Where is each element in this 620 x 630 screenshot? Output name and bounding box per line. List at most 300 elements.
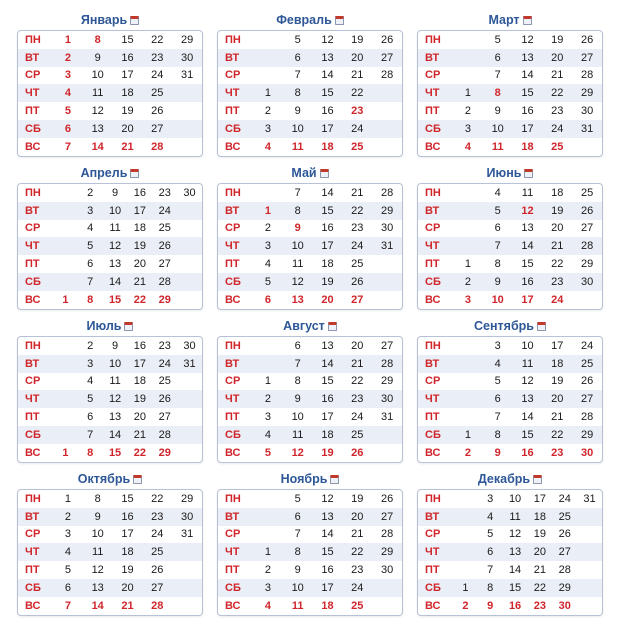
day-cell[interactable]: 14 [91,140,104,153]
calendar-icon[interactable] [330,475,339,484]
day-cell[interactable]: 22 [551,258,564,271]
day-cell[interactable]: 5 [64,564,71,577]
day-cell[interactable]: 21 [533,564,547,577]
day-cell[interactable]: 2 [264,564,271,577]
day-cell[interactable]: 15 [321,375,334,388]
day-cell[interactable]: 24 [351,240,364,253]
day-cell[interactable]: 26 [380,492,394,505]
day-cell[interactable]: 6 [494,393,501,406]
day-cell[interactable]: 30 [380,393,394,406]
day-cell[interactable]: 21 [551,240,564,253]
day-cell[interactable]: 10 [291,581,304,594]
day-cell[interactable]: 25 [158,375,171,388]
day-cell[interactable]: 27 [380,510,394,523]
day-cell[interactable]: 2 [64,510,71,523]
day-cell[interactable]: 16 [321,105,334,118]
day-cell[interactable]: 23 [551,105,564,118]
day-cell[interactable]: 25 [580,186,594,199]
day-cell[interactable]: 3 [487,492,494,505]
day-cell[interactable]: 16 [521,105,534,118]
day-cell[interactable]: 9 [94,51,101,64]
day-cell[interactable]: 15 [321,204,334,217]
day-cell[interactable]: 24 [351,581,364,594]
day-cell[interactable]: 26 [351,446,364,459]
day-cell[interactable]: 28 [151,140,164,153]
day-cell[interactable]: 26 [580,375,594,388]
day-cell[interactable]: 14 [321,69,334,82]
day-cell[interactable]: 12 [521,375,534,388]
day-cell[interactable]: 6 [294,51,301,64]
day-cell[interactable]: 19 [551,204,564,217]
day-cell[interactable]: 11 [521,186,534,199]
day-cell[interactable]: 14 [521,69,534,82]
day-cell[interactable]: 28 [380,69,394,82]
day-cell[interactable]: 22 [351,87,364,100]
day-cell[interactable]: 20 [551,51,564,64]
day-cell[interactable]: 28 [380,528,394,541]
day-cell[interactable]: 21 [121,140,134,153]
day-cell[interactable]: 1 [264,87,271,100]
day-cell[interactable]: 6 [487,546,494,559]
day-cell[interactable]: 29 [380,204,394,217]
day-cell[interactable]: 7 [294,69,301,82]
day-cell[interactable]: 20 [533,546,547,559]
day-cell[interactable]: 30 [180,510,194,523]
day-cell[interactable]: 18 [321,599,334,612]
day-cell[interactable]: 25 [151,546,164,559]
day-cell[interactable]: 26 [151,564,164,577]
day-cell[interactable]: 11 [509,510,521,523]
day-cell[interactable]: 22 [351,546,364,559]
day-cell[interactable]: 13 [321,339,334,352]
day-cell[interactable]: 8 [294,204,301,217]
day-cell[interactable]: 19 [321,446,334,459]
day-cell[interactable]: 31 [580,122,594,135]
day-cell[interactable]: 12 [108,240,122,253]
day-cell[interactable]: 20 [551,222,564,235]
day-cell[interactable]: 16 [133,186,147,199]
day-cell[interactable]: 31 [380,240,394,253]
day-cell[interactable]: 1 [464,87,471,100]
day-cell[interactable]: 26 [158,240,171,253]
day-cell[interactable]: 15 [321,546,334,559]
calendar-icon[interactable] [130,169,139,178]
day-cell[interactable]: 8 [494,258,501,271]
day-cell[interactable]: 18 [321,140,334,153]
day-cell[interactable]: 19 [351,33,364,46]
day-cell[interactable]: 7 [87,428,94,441]
day-cell[interactable]: 17 [121,528,134,541]
day-cell[interactable]: 31 [183,357,196,370]
day-cell[interactable]: 7 [494,411,501,424]
day-cell[interactable]: 23 [158,339,171,352]
day-cell[interactable]: 9 [494,105,501,118]
day-cell[interactable]: 19 [133,240,147,253]
day-cell[interactable]: 6 [494,222,501,235]
day-cell[interactable]: 18 [321,258,334,271]
day-cell[interactable]: 8 [294,546,301,559]
day-cell[interactable]: 31 [583,492,596,505]
day-cell[interactable]: 27 [380,339,394,352]
day-cell[interactable]: 20 [351,510,364,523]
day-cell[interactable]: 27 [580,222,594,235]
day-cell[interactable]: 29 [380,546,394,559]
day-cell[interactable]: 3 [494,339,501,352]
day-cell[interactable]: 2 [464,105,471,118]
day-cell[interactable]: 30 [580,275,594,288]
day-cell[interactable]: 11 [109,222,121,235]
day-cell[interactable]: 3 [464,122,471,135]
day-cell[interactable]: 10 [291,240,304,253]
day-cell[interactable]: 5 [87,393,94,406]
day-cell[interactable]: 16 [521,275,534,288]
day-cell[interactable]: 29 [580,258,594,271]
day-cell[interactable]: 3 [87,357,94,370]
day-cell[interactable]: 3 [87,204,94,217]
day-cell[interactable]: 1 [64,492,71,505]
day-cell[interactable]: 9 [112,186,119,199]
day-cell[interactable]: 11 [91,87,104,100]
day-cell[interactable]: 23 [551,446,564,459]
day-cell[interactable]: 11 [521,357,534,370]
day-cell[interactable]: 7 [87,275,94,288]
day-cell[interactable]: 2 [64,51,71,64]
day-cell[interactable]: 26 [351,275,364,288]
day-cell[interactable]: 14 [521,240,534,253]
day-cell[interactable]: 4 [87,222,94,235]
day-cell[interactable]: 11 [491,140,504,153]
day-cell[interactable]: 7 [294,186,301,199]
day-cell[interactable]: 12 [291,275,304,288]
day-cell[interactable]: 9 [94,510,101,523]
day-cell[interactable]: 23 [151,510,164,523]
day-cell[interactable]: 6 [264,293,271,306]
day-cell[interactable]: 15 [508,581,522,594]
day-cell[interactable]: 14 [508,564,522,577]
day-cell[interactable]: 5 [494,33,501,46]
day-cell[interactable]: 2 [264,105,271,118]
day-cell[interactable]: 19 [133,393,147,406]
day-cell[interactable]: 27 [151,122,164,135]
day-cell[interactable]: 1 [464,258,471,271]
day-cell[interactable]: 29 [158,293,171,306]
day-cell[interactable]: 9 [494,446,501,459]
day-cell[interactable]: 4 [264,140,271,153]
day-cell[interactable]: 10 [91,69,104,82]
day-cell[interactable]: 12 [508,528,522,541]
day-cell[interactable]: 6 [294,339,301,352]
day-cell[interactable]: 10 [291,122,304,135]
day-cell[interactable]: 18 [121,87,134,100]
day-cell[interactable]: 7 [487,564,494,577]
day-cell[interactable]: 21 [351,357,364,370]
day-cell[interactable]: 5 [64,105,71,118]
day-cell[interactable]: 9 [294,105,301,118]
day-cell[interactable]: 4 [494,357,501,370]
day-cell[interactable]: 17 [551,339,564,352]
day-cell[interactable]: 22 [151,33,164,46]
day-cell[interactable]: 22 [151,492,164,505]
day-cell[interactable]: 17 [521,293,534,306]
calendar-icon[interactable] [320,169,329,178]
day-cell[interactable]: 12 [108,393,122,406]
day-cell[interactable]: 21 [551,69,564,82]
day-cell[interactable]: 8 [94,492,101,505]
day-cell[interactable]: 13 [521,222,534,235]
day-cell[interactable]: 3 [264,122,271,135]
day-cell[interactable]: 24 [158,204,171,217]
day-cell[interactable]: 23 [351,105,364,118]
day-cell[interactable]: 15 [121,33,134,46]
day-cell[interactable]: 11 [109,375,121,388]
day-cell[interactable]: 12 [521,204,534,217]
day-cell[interactable]: 29 [580,87,594,100]
day-cell[interactable]: 6 [64,581,71,594]
day-cell[interactable]: 8 [87,293,94,306]
day-cell[interactable]: 18 [551,186,564,199]
day-cell[interactable]: 30 [558,599,571,612]
day-cell[interactable]: 18 [521,140,534,153]
day-cell[interactable]: 9 [487,599,494,612]
day-cell[interactable]: 19 [121,564,134,577]
calendar-icon[interactable] [124,322,133,331]
day-cell[interactable]: 14 [321,528,334,541]
day-cell[interactable]: 22 [133,293,147,306]
day-cell[interactable]: 7 [294,528,301,541]
day-cell[interactable]: 24 [151,69,164,82]
day-cell[interactable]: 21 [551,411,564,424]
day-cell[interactable]: 10 [521,339,534,352]
day-cell[interactable]: 28 [580,240,594,253]
day-cell[interactable]: 31 [180,528,194,541]
day-cell[interactable]: 10 [491,293,504,306]
day-cell[interactable]: 13 [321,51,334,64]
day-cell[interactable]: 10 [108,357,122,370]
day-cell[interactable]: 27 [151,581,164,594]
day-cell[interactable]: 7 [64,599,71,612]
day-cell[interactable]: 23 [551,275,564,288]
day-cell[interactable]: 25 [558,510,571,523]
day-cell[interactable]: 3 [264,411,271,424]
day-cell[interactable]: 24 [558,492,571,505]
day-cell[interactable]: 9 [294,393,301,406]
day-cell[interactable]: 3 [264,240,271,253]
day-cell[interactable]: 5 [294,33,301,46]
day-cell[interactable]: 4 [494,186,501,199]
day-cell[interactable]: 5 [264,275,271,288]
day-cell[interactable]: 22 [351,375,364,388]
day-cell[interactable]: 1 [264,204,271,217]
day-cell[interactable]: 10 [491,122,504,135]
day-cell[interactable]: 25 [580,357,594,370]
day-cell[interactable]: 29 [180,33,194,46]
day-cell[interactable]: 30 [580,446,594,459]
day-cell[interactable]: 2 [462,599,469,612]
day-cell[interactable]: 29 [558,581,571,594]
day-cell[interactable]: 19 [551,375,564,388]
day-cell[interactable]: 20 [133,258,147,271]
day-cell[interactable]: 15 [108,293,122,306]
day-cell[interactable]: 13 [108,258,122,271]
calendar-icon[interactable] [524,169,533,178]
day-cell[interactable]: 1 [264,375,271,388]
day-cell[interactable]: 1 [62,446,69,459]
day-cell[interactable]: 20 [121,122,134,135]
calendar-icon[interactable] [133,475,142,484]
day-cell[interactable]: 12 [521,33,534,46]
day-cell[interactable]: 4 [264,428,271,441]
day-cell[interactable]: 22 [551,87,564,100]
day-cell[interactable]: 2 [87,186,94,199]
day-cell[interactable]: 12 [321,492,334,505]
calendar-icon[interactable] [537,322,546,331]
day-cell[interactable]: 16 [508,599,522,612]
day-cell[interactable]: 7 [294,357,301,370]
calendar-icon[interactable] [130,16,139,25]
day-cell[interactable]: 17 [133,357,147,370]
day-cell[interactable]: 13 [521,51,534,64]
day-cell[interactable]: 18 [133,222,147,235]
day-cell[interactable]: 6 [64,122,71,135]
day-cell[interactable]: 20 [351,51,364,64]
day-cell[interactable]: 13 [108,411,122,424]
day-cell[interactable]: 25 [351,428,364,441]
day-cell[interactable]: 25 [151,87,164,100]
day-cell[interactable]: 6 [87,411,94,424]
day-cell[interactable]: 20 [133,411,147,424]
day-cell[interactable]: 4 [264,599,271,612]
day-cell[interactable]: 15 [521,87,534,100]
day-cell[interactable]: 28 [580,69,594,82]
day-cell[interactable]: 28 [158,275,171,288]
day-cell[interactable]: 23 [533,599,547,612]
day-cell[interactable]: 4 [464,140,471,153]
day-cell[interactable]: 5 [487,528,494,541]
day-cell[interactable]: 8 [494,428,501,441]
calendar-icon[interactable] [533,475,542,484]
day-cell[interactable]: 17 [121,69,134,82]
day-cell[interactable]: 7 [494,240,501,253]
day-cell[interactable]: 25 [351,258,364,271]
day-cell[interactable]: 20 [321,293,334,306]
day-cell[interactable]: 3 [264,581,271,594]
day-cell[interactable]: 1 [462,581,469,594]
day-cell[interactable]: 14 [321,357,334,370]
day-cell[interactable]: 11 [291,599,304,612]
day-cell[interactable]: 31 [180,69,194,82]
day-cell[interactable]: 25 [158,222,171,235]
day-cell[interactable]: 9 [494,275,501,288]
day-cell[interactable]: 13 [321,510,334,523]
day-cell[interactable]: 19 [551,33,564,46]
day-cell[interactable]: 21 [351,69,364,82]
day-cell[interactable]: 2 [264,393,271,406]
day-cell[interactable]: 28 [558,564,571,577]
day-cell[interactable]: 30 [183,186,196,199]
day-cell[interactable]: 21 [133,428,147,441]
day-cell[interactable]: 13 [508,546,522,559]
day-cell[interactable]: 28 [580,411,594,424]
day-cell[interactable]: 31 [380,411,394,424]
day-cell[interactable]: 3 [464,293,471,306]
day-cell[interactable]: 4 [487,510,494,523]
day-cell[interactable]: 27 [580,51,594,64]
day-cell[interactable]: 14 [321,186,334,199]
day-cell[interactable]: 2 [464,275,471,288]
day-cell[interactable]: 21 [121,599,134,612]
day-cell[interactable]: 13 [91,581,104,594]
day-cell[interactable]: 3 [64,69,71,82]
day-cell[interactable]: 18 [121,546,134,559]
day-cell[interactable]: 2 [464,446,471,459]
day-cell[interactable]: 12 [291,446,304,459]
day-cell[interactable]: 5 [494,375,501,388]
day-cell[interactable]: 15 [521,258,534,271]
day-cell[interactable]: 25 [551,140,564,153]
day-cell[interactable]: 23 [351,564,364,577]
day-cell[interactable]: 8 [487,581,494,594]
day-cell[interactable]: 6 [87,258,94,271]
day-cell[interactable]: 26 [580,204,594,217]
day-cell[interactable]: 30 [380,222,394,235]
calendar-icon[interactable] [328,322,337,331]
day-cell[interactable]: 21 [133,275,147,288]
day-cell[interactable]: 18 [133,375,147,388]
day-cell[interactable]: 2 [264,222,271,235]
day-cell[interactable]: 4 [64,546,71,559]
day-cell[interactable]: 27 [351,293,364,306]
day-cell[interactable]: 13 [521,393,534,406]
day-cell[interactable]: 11 [291,428,304,441]
day-cell[interactable]: 26 [158,393,171,406]
day-cell[interactable]: 8 [294,375,301,388]
day-cell[interactable]: 17 [533,492,547,505]
day-cell[interactable]: 18 [533,510,547,523]
day-cell[interactable]: 14 [108,275,122,288]
day-cell[interactable]: 1 [64,33,71,46]
day-cell[interactable]: 30 [380,564,394,577]
day-cell[interactable]: 23 [351,393,364,406]
day-cell[interactable]: 29 [380,375,394,388]
day-cell[interactable]: 4 [87,375,94,388]
day-cell[interactable]: 28 [158,428,171,441]
day-cell[interactable]: 21 [351,528,364,541]
day-cell[interactable]: 16 [133,339,147,352]
day-cell[interactable]: 23 [158,186,171,199]
day-cell[interactable]: 12 [91,564,104,577]
day-cell[interactable]: 7 [64,140,71,153]
calendar-icon[interactable] [335,16,344,25]
day-cell[interactable]: 16 [321,564,334,577]
day-cell[interactable]: 4 [264,258,271,271]
day-cell[interactable]: 17 [321,240,334,253]
day-cell[interactable]: 10 [291,411,304,424]
day-cell[interactable]: 1 [264,546,271,559]
day-cell[interactable]: 24 [351,411,364,424]
day-cell[interactable]: 17 [321,581,334,594]
day-cell[interactable]: 20 [351,339,364,352]
day-cell[interactable]: 26 [558,528,571,541]
day-cell[interactable]: 30 [180,51,194,64]
day-cell[interactable]: 16 [321,222,334,235]
day-cell[interactable]: 22 [133,446,147,459]
calendar-icon[interactable] [523,16,532,25]
day-cell[interactable]: 8 [87,446,94,459]
day-cell[interactable]: 11 [91,546,104,559]
day-cell[interactable]: 18 [321,428,334,441]
day-cell[interactable]: 1 [62,293,69,306]
day-cell[interactable]: 26 [151,105,164,118]
